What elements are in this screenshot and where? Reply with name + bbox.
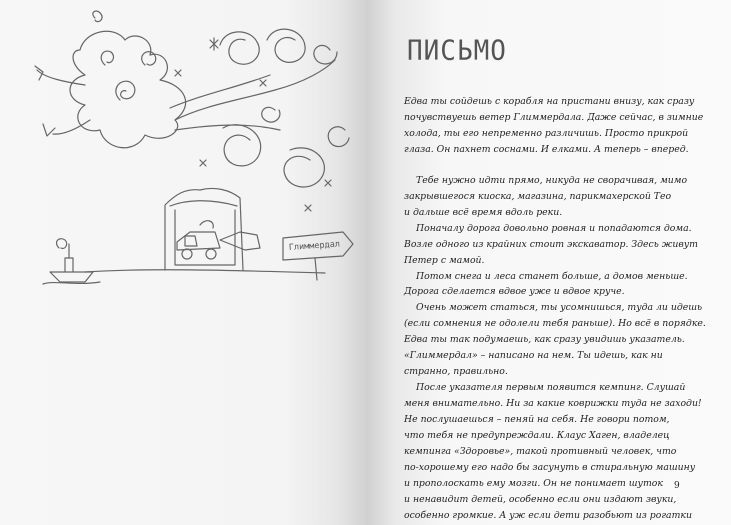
text-line: Едва ты сойдешь с корабля на пристани внизу, как сразу — [404, 96, 695, 107]
text-line: что тебя не предупреждали. Клаус Хаген, владелец — [404, 430, 670, 442]
illustration-drawing — [25, 10, 355, 285]
wind-illustration — [25, 10, 355, 285]
text-line: Тебе нужно идти прямо, никуда не сворачивая, мимо — [416, 174, 688, 186]
text-line: и дальше всё время вдоль реки. — [404, 206, 563, 218]
text-line: кемпинга «Здоровье», такой противный человек, что — [404, 446, 677, 458]
text-line: Не послушаешься – пеняй на себя. Не говори потом, — [404, 414, 670, 426]
text-line: и ненавидит детей, особенно если они издают звуки, — [404, 493, 677, 505]
sign-text: Глиммердал — [288, 239, 341, 253]
text-line: глаза. Он пахнет соснами. И елками. А теперь – вперед. — [404, 143, 689, 155]
text-line: После указателя первым появится кемпинг. Слушай — [416, 382, 686, 394]
text-line: (если сомнения не одолели тебя раньше). Но всё в порядке. — [404, 318, 706, 330]
text-line: Дорога сделается вдвое уже и вдвое круче. — [404, 286, 625, 298]
text-line: Едва ты так подумаешь, как сразу увидишь указатель. — [404, 334, 685, 346]
text-line: меня внимательно. Ни за какие коврижки туда не заходи! — [404, 398, 702, 410]
text-line: Очень может статься, ты усомнишься, туда ли идешь — [416, 302, 703, 314]
text-line: и прополоскать ему мозги. Он не понимает шуток — [404, 477, 663, 489]
text-line: почувствуешь ветер Глиммердала. Даже сейчас, в зимние — [404, 111, 704, 123]
text-line: странно, правильно. — [404, 366, 508, 378]
text-line: по-хорошему его надо бы засунуть в стиральную машину — [404, 461, 696, 473]
text-line: Возле одного из крайних стоит экскаватор. Здесь живут — [404, 238, 698, 250]
text-line: Потом снега и леса станет больше, а домов меньше. — [416, 270, 688, 282]
text-line: Поначалу дорога довольно ровная и попадаются дома. — [416, 222, 692, 234]
page-number: 9 — [674, 481, 680, 491]
chapter-body-text — [404, 94, 704, 524]
chapter-title: ПИСЬМО — [407, 35, 507, 67]
text-line: закрывшегося киоска, магазина, парикмахерской Тео — [404, 190, 672, 202]
text-line: особенно громкие. А уж если дети разобьют из рогатки — [404, 509, 692, 521]
text-line: «Глиммердал» – написано на нем. Ты идешь, как ни — [404, 350, 663, 362]
text-line: Петер с мамой. — [404, 254, 485, 266]
text-line: холода, ты его непременно различишь. Просто прикрой — [404, 127, 689, 139]
